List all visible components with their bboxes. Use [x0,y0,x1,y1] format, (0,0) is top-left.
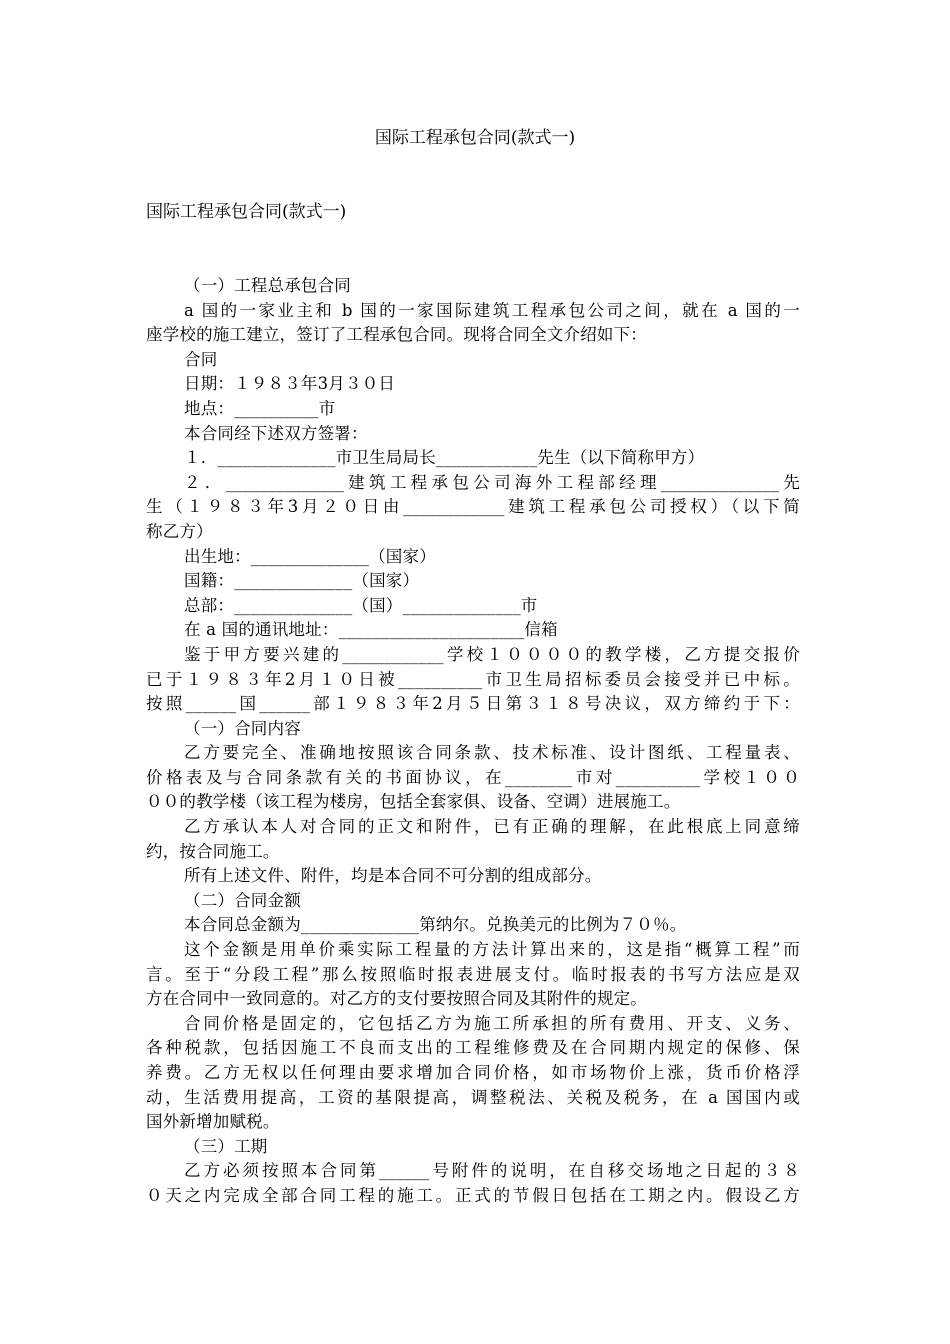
text-line: 称乙方） [146,521,213,541]
text-line: 言。至于“分段工程”那么按照临时报表进展支付。临时报表的书写方法应是双 [146,964,800,984]
text-line: 地点：__________市 [184,398,336,418]
text-line: ００的教学楼（该工程为楼房，包括全套家俱、设备、空调）进展施工。 [146,792,681,812]
text-line: 座学校的施工建立，签订了工程承包合同。现将合同全文介绍如下： [146,325,647,345]
text-line: ２．______________建筑工程承包公司海外工程部经理______________先 [184,472,800,492]
text-line: 乙方承认本人对合同的正文和附件，已有正确的理解，在此根底上同意缔 [184,817,800,837]
text-line: 各种税款，包括因施工不良而支出的工程维修费及在合同期内规定的保修、保 [146,1038,800,1058]
text-line: a 国的一家业主和 b 国的一家国际建筑工程承包公司之间，就在 a 国的一 [184,300,800,320]
text-line: １．______________市卫生局局长____________先生（以下简称甲方） [184,448,705,468]
text-line: 国籍：______________（国家） [184,571,420,591]
text-line: 合同价格是固定的，它包括乙方为施工所承担的所有费用、开支、义务、 [184,1013,800,1033]
text-line: 鉴于甲方要兴建的____________学校１００００的教学楼，乙方提交报价 [184,644,800,664]
text-line: （一）工程总承包合同 [184,276,351,295]
text-line: 已于１９８３年2月１０日被__________市卫生局招标委员会接受并已中标。 [146,669,800,689]
text-line: 乙方要完全、准确地按照该合同条款、技术标准、设计图纸、工程量表、 [184,743,800,763]
text-line: 日期：１９８３年3月３０日 [184,374,396,394]
text-line: 乙方必须按照本合同第______号附件的说明，在自移交场地之日起的３８ [184,1161,800,1181]
text-line: （二）合同金额 [184,890,301,910]
text-line: 按照______国______部１９８３年2月５日第３１８号决议，双方缔约于下： [146,694,800,714]
text-line: 总部：______________（国）______________市 [184,595,538,615]
text-line: 国外新增加赋税。 [146,1112,280,1132]
text-line: 出生地：______________（国家） [184,546,436,566]
text-line: ０天之内完成全部合同工程的施工。正式的节假日包括在工期之内。假设乙方 [146,1185,800,1205]
text-line: 约，按合同施工。 [146,841,280,861]
text-line: 合同 [184,349,218,369]
document-heading: 国际工程承包合同(款式一) [146,202,347,222]
text-line: 本合同总金额为______________第纳尔。兑换美元的比例为７０％。 [184,915,687,935]
text-line: （三）工期 [184,1136,268,1156]
text-line: 养费。乙方无权以任何理由要求增加合同价格，如市场物价上涨，货币价格浮 [146,1063,800,1082]
text-line: 生（１９８３年3月２０日由____________建筑工程承包公司授权）（以下简 [146,497,800,517]
text-line: 所有上述文件、附件，均是本合同不可分割的组成部分。 [184,866,602,886]
text-line: 价格表及与合同条款有关的书面协议，在________市对__________学校１００ [146,767,800,787]
text-line: 这个金额是用单价乘实际工程量的方法计算出来的，这是指“概算工程”而 [184,940,800,960]
text-line: 动，生活费用提高，工资的基限提高，调整税法、关税及税务，在 a 国国内或 [146,1087,800,1107]
text-line: 方在合同中一致同意的。对乙方的支付要按照合同及其附件的规定。 [146,989,647,1009]
document-body [146,274,800,1209]
text-line: 在 a 国的通讯地址：______________________信箱 [184,620,558,640]
page-title: 国际工程承包合同(款式一) [374,128,576,148]
text-line: 本合同经下述双方签署： [184,423,368,443]
text-line: （一）合同内容 [184,718,301,738]
